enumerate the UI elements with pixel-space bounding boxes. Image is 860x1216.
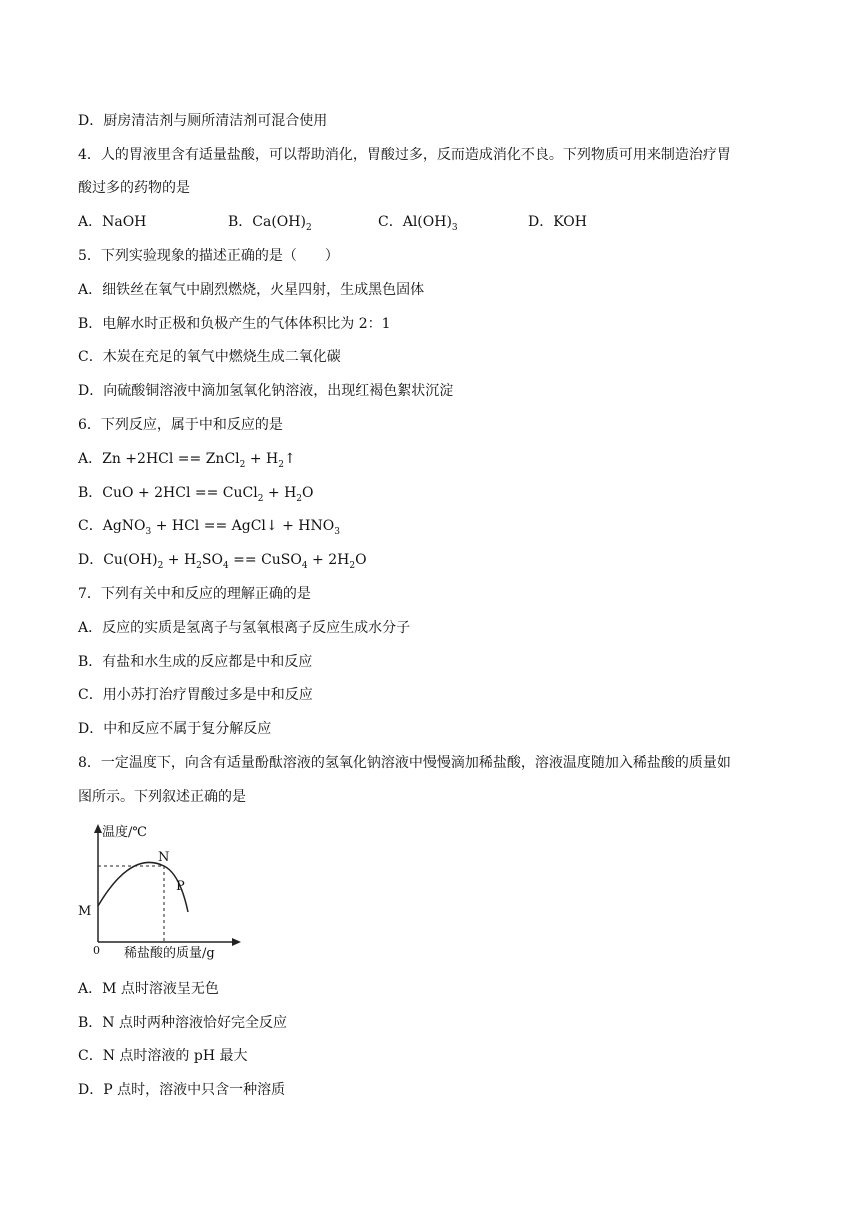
x-axis-arrow — [232, 938, 241, 946]
temperature-curve — [98, 862, 188, 912]
q4-option-c: C．$Al(OH)_3$ — [378, 214, 458, 233]
q8-stem-line2: 图所示。下列叙述正确的是 — [78, 789, 246, 805]
x-axis-label: 稀盐酸的质量/g — [124, 946, 215, 960]
q8-option-c: C．N 点时溶液的 pH 最大 — [78, 1048, 248, 1064]
temperature-graph — [76, 820, 246, 960]
q6-option-b: B．CuO + 2HCl == CuCl$_2$ + $H_2O$ — [78, 485, 314, 504]
origin-label: 0 — [93, 944, 100, 957]
q5-option-c: C．木炭在充足的氧气中燃烧生成二氧化碳 — [78, 349, 341, 365]
q5-option-d: D．向硫酸铜溶液中滴加氢氧化钠溶液，出现红褐色絮状沉淀 — [78, 383, 454, 399]
q7-option-d: D．中和反应不属于复分解反应 — [78, 721, 272, 737]
q7-option-c: C．用小苏打治疗胃酸过多是中和反应 — [78, 687, 313, 703]
q7-stem: 7．下列有关中和反应的理解正确的是 — [78, 586, 311, 602]
y-axis-arrow — [94, 824, 102, 833]
point-m-label: M — [78, 904, 92, 919]
q7-option-a: A．反应的实质是氢离子与氢氧根离子反应生成水分子 — [78, 620, 411, 636]
q5-stem: 5．下列实验现象的描述正确的是（ ） — [78, 248, 339, 264]
q4-stem-line1: 4．人的胃液里含有适量盐酸，可以帮助消化，胃酸过多，反而造成消化不良。下列物质可用来制造治疗胃 — [78, 147, 731, 163]
q5-option-a: A．细铁丝在氧气中剧烈燃烧，火星四射，生成黑色固体 — [78, 282, 425, 298]
q4-option-d: D．KOH — [528, 214, 587, 230]
q6-option-d: D．$Cu(OH)_2 + H_2SO_4$ == CuSO$_4$ + $2H_2O$ — [78, 552, 367, 571]
point-n-label: N — [158, 850, 170, 865]
q6-option-c: C．AgNO$_3$ + HCl == AgCl↓ + $HNO_3$ — [78, 518, 340, 537]
q3-option-d: D．厨房清洁剂与厕所清洁剂可混合使用 — [78, 113, 328, 129]
q8-option-a: A．M 点时溶液呈无色 — [78, 981, 219, 997]
y-axis-label: 温度/℃ — [102, 825, 147, 840]
q8-option-b: B．N 点时两种溶液恰好完全反应 — [78, 1015, 287, 1031]
q4-option-b: B．$Ca(OH)_2$ — [228, 214, 312, 233]
point-p-label: P — [176, 879, 185, 894]
q8-stem-line1: 8．一定温度下，向含有适量酚酞溶液的氢氧化钠溶液中慢慢滴加稀盐酸，溶液温度随加入稀盐酸的质量如 — [78, 755, 731, 771]
q4-stem-line2: 酸过多的药物的是 — [78, 180, 190, 196]
q6-option-a: A．Zn +2HCl == ZnCl$_2$ + $H_2↑$ — [78, 451, 296, 470]
q4-option-a: A．NaOH — [78, 214, 147, 230]
q5-option-b: B．电解水时正极和负极产生的气体体积比为 2：1 — [78, 316, 391, 332]
q7-option-b: B．有盐和水生成的反应都是中和反应 — [78, 654, 313, 670]
q6-stem: 6．下列反应，属于中和反应的是 — [78, 417, 283, 433]
q8-option-d: D．P 点时，溶液中只含一种溶质 — [78, 1082, 286, 1098]
